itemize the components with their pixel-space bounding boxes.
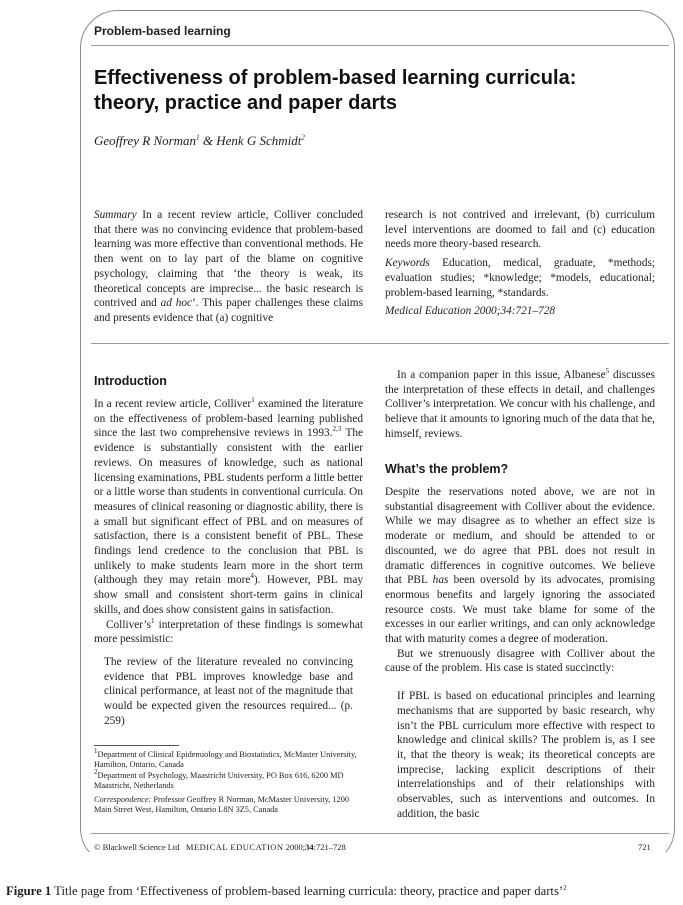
keywords-label: Keywords — [385, 257, 430, 270]
reference-marker: 4 — [250, 572, 254, 581]
problem-body — [385, 485, 655, 821]
reference-marker: 2 — [563, 883, 567, 892]
journal-year: 2000; — [285, 842, 306, 852]
block-quote: The review of the literature revealed no convincing evidence that PBL improves knowledge base and clinical performance, at least not of the magnitude that would be expected given the resources required... (p. 259) — [104, 655, 353, 727]
paragraph: But we strenuously disagree with Colliver about the cause of the problem. His case is stated succinctly: — [385, 647, 655, 675]
header-rule — [91, 45, 669, 46]
affiliation-marker: 1 — [196, 133, 200, 142]
block-quote: If PBL is based on educational principles and learning mechanisms that are supported by basic research, why isn’t the PBL curriculum more effective with respect to knowledge and clinical skills? The problem is, as I see it, that the theory is weak; its theoretical concepts are imprecise, lacking explicit descriptions of their interrelationships and of their relationships with observables, such as interventions and outcomes. In addition, the basic — [397, 690, 655, 820]
author-name: Henk G Schmidt — [216, 133, 302, 148]
reference-marker: 5 — [605, 367, 610, 376]
correspondence-note: Correspondence: Professor Geoffrey R Norman, McMaster University, 1200 Main Street West, Hamilton, Ontario L8N 3Z5, Canada — [94, 795, 349, 815]
reference-marker: 1 — [251, 396, 255, 405]
author-line — [94, 133, 305, 149]
ampersand: & — [202, 133, 213, 148]
page-number: 721 — [638, 842, 651, 852]
caption-text: Title page from ‘Effectiveness of problem-based learning curricula: theory, practice and paper darts’ — [51, 884, 564, 898]
footnotes — [94, 747, 364, 816]
journal-pages: :721–728 — [313, 842, 346, 852]
abstract-rule — [91, 343, 669, 344]
journal-name: MEDICAL EDUCATION — [185, 842, 284, 852]
reference-marker: 1 — [150, 616, 155, 625]
paragraph: $Colliver’s^1$ interpretation of these findings is somewhat more pessimistic: — [94, 616, 363, 646]
journal-citation: Medical Education 2000;34:721–728 — [385, 305, 556, 318]
abstract-right — [385, 208, 655, 319]
figure-caption — [6, 884, 682, 899]
affiliation-footnote: $^1$Department of Clinical Epidemiology and Biostatistics, McMaster University, Hamilton, Ontario, Canada — [94, 747, 357, 770]
paragraph: In a companion paper in this issue, Albanese$^5$ discusses the interpretation of these effects in detail, and challenges Colliver’s interpretation. We concur with his challenge, and believe that it amounts to ignoring much of the data that he, himself, reviews. — [385, 367, 655, 440]
affiliation-footnote: $^2$Department of Psychology, Maastricht University, PO Box 616, 6200 MD Maastricht, Netherlands — [94, 767, 344, 790]
abstract-left — [94, 208, 363, 326]
footer-rule — [91, 833, 669, 834]
introduction-body — [94, 397, 363, 728]
journal-volume: 34 — [305, 842, 314, 852]
page-footer — [94, 842, 346, 852]
summary-label: Summary — [94, 209, 137, 221]
publisher: © Blackwell Science Ltd — [94, 842, 180, 852]
footnote-rule — [94, 745, 179, 746]
abstract-summary: Summary In a recent review article, Colliver concluded that there was no convincing evidence that problem-based learning was more effective than conventional methods. He then went on to lay part of the blame on cognitive psychology, claiming that ‘the theory is weak, its theoretical concepts are imprecise... the basic research is contrived and ad hoc’. This paper challenges these claims and presents evidence that (a) cognitive — [94, 209, 363, 324]
figure-label: Figure 1 — [6, 884, 52, 898]
affiliation-marker: 2 — [301, 133, 305, 142]
introduction-heading: Introduction — [94, 374, 167, 388]
paper-title: Effectiveness of problem-based learning curricula: theory, practice and paper darts — [94, 67, 577, 114]
running-head: Problem-based learning — [94, 24, 231, 38]
companion-paragraph — [385, 368, 655, 442]
paragraph: Despite the reservations noted above, we are not in substantial disagreement with Colliver about the evidence. While we may disagree as to whether an effect size is moderate or medium, and should be attended to or discounted, we do agree that PBL does not result in dramatic differences in cognitive outcomes. We believe that PBL has been oversold by its advocates, promising enormous benefits and largely ignoring the associated resource costs. We must take blame for some of the excesses in our earlier writings, and can only acknowledge that with maturity comes a degree of moderation. — [385, 486, 656, 646]
keywords: Keywords Education, medical, graduate, *methods; evaluation studies; *knowledge; *models, educational; problem-based learning, *standards. — [385, 257, 655, 299]
problem-heading: What’s the problem? — [385, 462, 509, 476]
paragraph: In a recent review article, Colliver$^1$ examined the literature on the effectiveness of problem-based learning published since the last two comprehensive reviews in 1993.$^{2,3}$ The evidence is substantially consistent with the earlier reviews. On measures of knowledge, such as national licensing examinations, PBL students perform a little better or a little worse than students in conventional curricula. On measures of clinical reasoning or diagnostic ability, there is a small but significant effect of PBL and on measures of satisfaction, there is a consistent benefit of PBL. These findings lend credence to the conclusion that PBL is unlikely to make students learn more in the short term (although they may retain more$^4$). However, PBL may show small and consistent short-term gains in clinical skills, and does show consistent gains in satisfaction. — [94, 396, 364, 616]
reference-marker: 2,3 — [332, 425, 342, 434]
abstract-continuation: research is not contrived and irrelevant, (b) curriculum level interventions are doomed to fail and (c) education needs more theory-based research. — [385, 209, 655, 251]
author-name: Geoffrey R Norman — [94, 133, 197, 148]
